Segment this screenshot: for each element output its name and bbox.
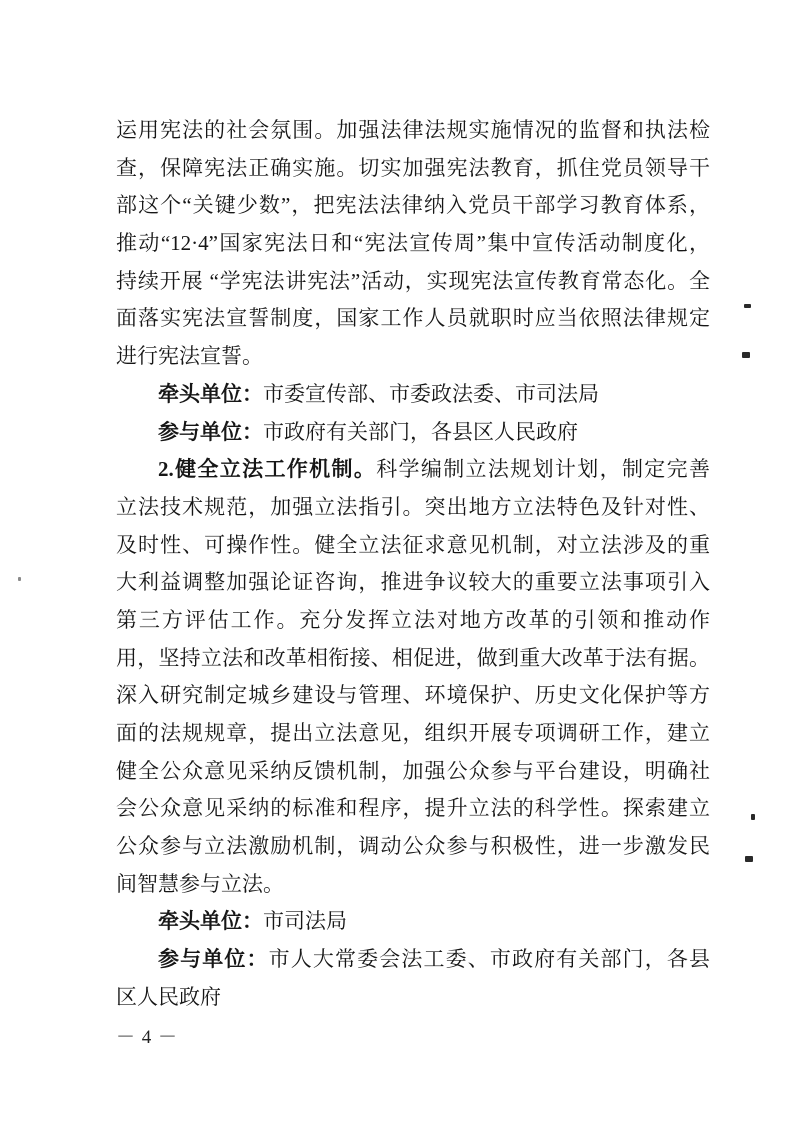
bold-label-run: 2.健全立法工作机制。 (158, 457, 377, 482)
text-run: 立法技术规范，加强立法指引。突出地方立法特色及针对性、 (116, 494, 710, 519)
text-run: 推动“12·4”国家宪法日和“宪法宣传周”集中宣传活动制度化， (116, 231, 710, 256)
text-line (116, 753, 710, 791)
bold-label-run: 牵头单位： (158, 381, 263, 406)
document-body (116, 112, 710, 1017)
text-run: 运用宪法的社会氛围。加强法律法规实施情况的监督和执法检 (116, 118, 710, 142)
text-run: 区人民政府 (116, 984, 221, 1009)
text-line (116, 225, 710, 263)
text-run: 市委宣传部、市委政法委、市司法局 (263, 381, 599, 406)
text-run: 及时性、可操作性。健全立法征求意见机制，对立法涉及的重 (116, 532, 710, 557)
text-line (116, 866, 710, 904)
scan-speck (744, 304, 751, 308)
text-run: 大利益调整加强论证咨询，推进争议较大的重要立法事项引入 (116, 570, 710, 595)
text-run: 查，保障宪法正确实施。切实加强宪法教育，抓住党员领导干 (116, 155, 710, 180)
text-line (116, 187, 710, 225)
text-run: 部这个“关键少数”，把宪法法律纳入党员干部学习教育体系， (116, 193, 710, 218)
scan-speck (751, 814, 755, 820)
bold-label-run: 牵头单位： (158, 909, 263, 934)
text-line (116, 263, 710, 301)
text-line (116, 790, 710, 828)
text-line (116, 677, 710, 715)
text-line (116, 941, 710, 979)
text-run: 深入研究制定城乡建设与管理、环境保护、历史文化保护等方 (116, 683, 710, 708)
text-line (116, 489, 710, 527)
text-line (116, 300, 710, 338)
text-run: 第三方评估工作。充分发挥立法对地方改革的引领和推动作 (116, 607, 710, 632)
text-line (116, 640, 710, 678)
text-line (116, 828, 710, 866)
text-line (116, 338, 710, 376)
bold-label-run: 参与单位： (158, 419, 263, 444)
text-run: 市司法局 (263, 909, 347, 934)
scan-speck (745, 856, 753, 862)
text-run: 健全公众意见采纳反馈机制，加强公众参与平台建设，明确社 (116, 758, 710, 783)
text-line (116, 150, 710, 188)
text-run: 间智慧参与立法。 (116, 871, 284, 896)
scan-speck (742, 352, 750, 358)
text-run: 市人大常委会法工委、市政府有关部门，各县 (268, 947, 710, 972)
bold-label-run: 参与单位： (158, 947, 269, 972)
text-line (116, 979, 710, 1017)
text-line (116, 564, 710, 602)
text-run: 公众参与立法激励机制，调动公众参与积极性，进一步激发民 (116, 834, 710, 859)
text-line (116, 414, 710, 452)
page-number: － 4 － (116, 1027, 179, 1048)
text-run: 面落实宪法宣誓制度，国家工作人员就职时应当依照法律规定 (116, 306, 710, 331)
text-run: 科学编制立法规划计划，制定完善 (376, 457, 710, 482)
text-run: 进行宪法宣誓。 (116, 344, 263, 369)
text-run: 面的法规规章，提出立法意见，组织开展专项调研工作，建立 (116, 721, 710, 745)
text-run: 用，坚持立法和改革相衔接、相促进，做到重大改革于法有据。 (116, 645, 710, 670)
text-line (116, 527, 710, 565)
scan-speck (18, 577, 21, 581)
text-line (116, 451, 710, 489)
text-line (116, 112, 710, 150)
text-line (116, 376, 710, 414)
text-run: 市政府有关部门，各县区人民政府 (263, 419, 578, 444)
text-line (116, 903, 710, 941)
text-run: 持续开展 “学宪法讲宪法”活动，实现宪法宣传教育常态化。全 (116, 268, 710, 293)
text-run: 会公众意见采纳的标准和程序，提升立法的科学性。探索建立 (116, 796, 710, 821)
text-line (116, 602, 710, 640)
text-line (116, 715, 710, 753)
